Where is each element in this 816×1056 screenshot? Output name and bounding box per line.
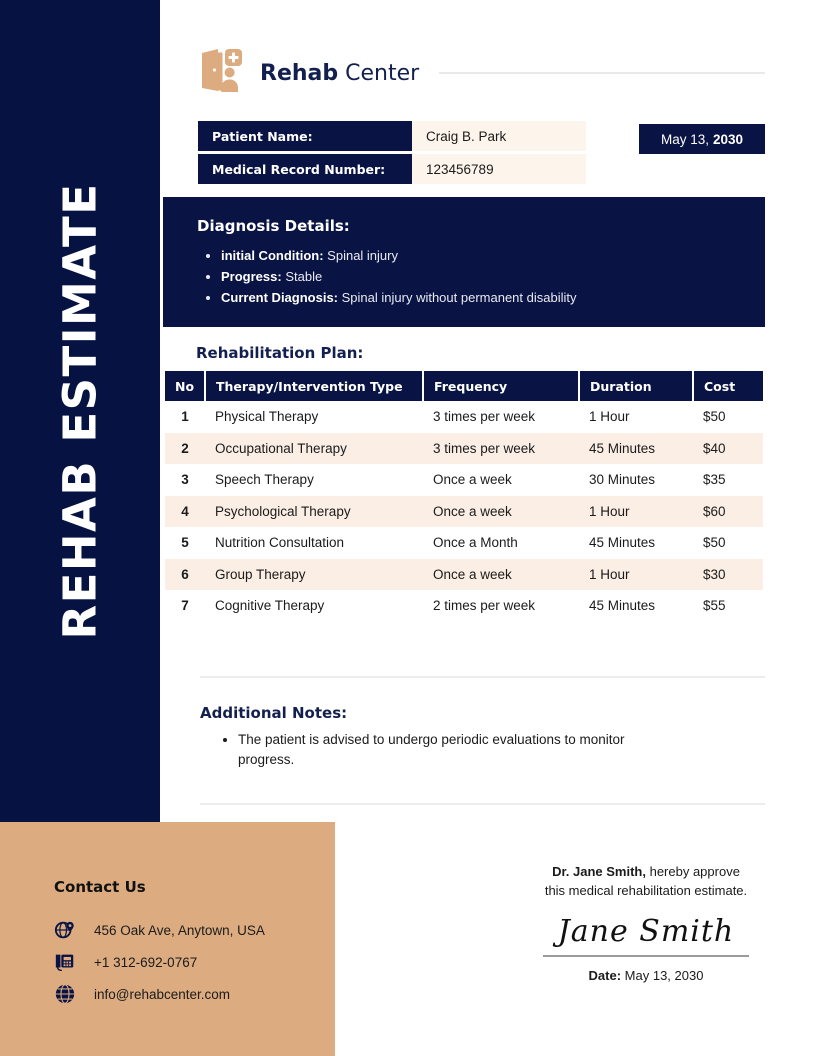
telephone-icon [52,949,78,975]
table-row [198,154,586,184]
sidebar [0,0,160,822]
cell-duration: 1 Hour [579,559,693,591]
signature-date [520,968,772,983]
approval-statement-line2: this medical rehabilitation estimate. [544,883,748,898]
date-badge-year: 2030 [712,131,744,147]
date-badge-prefix: May 13, [660,131,709,147]
cell-duration: 45 Minutes [579,527,693,559]
cell-duration: 1 Hour [579,401,693,433]
column-header-no: No [165,371,205,401]
cell-frequency: Once a week [423,496,579,528]
medical-record-label: Medical Record Number: [198,154,412,184]
diagnosis-item-value: Stable [285,269,323,284]
signature-script: Jane Smith [557,914,735,949]
table-row [165,527,763,559]
subtotal-label: Subtotal [579,622,693,654]
table-row [165,433,763,465]
approval-statement [520,862,772,900]
additional-notes-heading: Additional Notes: [200,704,348,722]
signature-date-value: May 13, 2030 [624,968,704,983]
column-header-freq: Frequency [423,371,579,401]
approval-statement-rest: hereby approve [645,864,740,879]
cell-duration: 30 Minutes [579,464,693,496]
cell-no: 2 [165,433,205,465]
diagnosis-list [197,245,765,308]
signature-line [543,955,749,957]
cell-type: Physical Therapy [205,401,423,433]
subtotal-value: $320 [693,622,763,654]
cell-no: 6 [165,559,205,591]
cell-no: 1 [165,401,205,433]
diagnosis-item-value: Spinal injury without permanent disability [341,290,577,305]
diagnosis-panel [163,197,765,327]
patient-name-value: Craig B. Park [412,121,586,151]
cell-type: Speech Therapy [205,464,423,496]
contact-heading: Contact Us [54,878,146,896]
list-item [221,245,765,266]
list-item [221,287,765,308]
diagnosis-item-label: Current Diagnosis: [221,290,339,305]
rehabilitation-plan-table [165,371,763,653]
cell-cost: $55 [693,590,763,622]
brand-name-light: Center [345,60,420,86]
cell-no: 3 [165,464,205,496]
contact-phone-text: +1 312-692-0767 [94,954,198,970]
list-item: • The patient is advised to undergo periodic evaluations to monitor progress. [238,730,658,770]
cell-type: Psychological Therapy [205,496,423,528]
cell-no: 4 [165,496,205,528]
cell-type: Cognitive Therapy [205,590,423,622]
cell-type: Occupational Therapy [205,433,423,465]
cell-frequency: Once a week [423,559,579,591]
document-header [196,44,765,102]
date-badge [639,124,765,154]
diagnosis-heading: Diagnosis Details: [197,217,350,235]
door-person-medical-cross-icon [196,46,250,100]
diagnosis-item-label: Progress: [221,269,282,284]
table-row [165,401,763,433]
signature-block [520,862,772,983]
table-row [198,121,586,151]
diagnosis-item-label: initial Condition: [221,248,324,263]
cell-duration: 45 Minutes [579,590,693,622]
cell-cost: $60 [693,496,763,528]
cell-duration: 1 Hour [579,496,693,528]
column-header-duration: Duration [579,371,693,401]
brand-name-bold: Rehab [260,60,339,86]
rehab-plan-heading: Rehabilitation Plan: [196,344,364,362]
doctor-name: Dr. Jane Smith, [552,864,646,879]
table-header-row [165,371,763,401]
cell-frequency: Once a Month [423,527,579,559]
cell-type: Nutrition Consultation [205,527,423,559]
table-row [165,590,763,622]
additional-notes-list [216,730,658,770]
cell-no: 7 [165,590,205,622]
cell-cost: $50 [693,401,763,433]
medical-record-value: 123456789 [412,154,586,184]
cell-frequency: Once a week [423,464,579,496]
location-globe-icon [52,917,78,943]
cell-frequency: 3 times per week [423,401,579,433]
contact-address-text: 456 Oak Ave, Anytown, USA [94,922,265,938]
main-content [160,0,816,1056]
patient-info-table [198,121,586,184]
table-row [165,559,763,591]
cell-frequency: 2 times per week [423,590,579,622]
cell-cost: $40 [693,433,763,465]
header-divider [439,72,765,74]
column-header-type: Therapy/Intervention Type [205,371,423,401]
brand-name [260,61,419,86]
subtotal-row [165,622,763,654]
table-row [165,496,763,528]
cell-frequency: 3 times per week [423,433,579,465]
diagnosis-item-value: Spinal injury [327,248,398,263]
cell-cost: $30 [693,559,763,591]
cell-cost: $50 [693,527,763,559]
signature-date-label: Date: [588,968,622,983]
column-header-cost: Cost [693,371,763,401]
table-row [165,464,763,496]
divider-above-notes [200,676,765,678]
cell-no: 5 [165,527,205,559]
list-item [221,266,765,287]
globe-web-icon [52,981,78,1007]
divider-below-notes [200,803,765,805]
patient-name-label: Patient Name: [198,121,412,151]
cell-type: Group Therapy [205,559,423,591]
cell-duration: 45 Minutes [579,433,693,465]
cell-cost: $35 [693,464,763,496]
document-title-vertical: REHAB ESTIMATE [53,182,107,640]
contact-email-text: info@rehabcenter.com [94,986,231,1002]
